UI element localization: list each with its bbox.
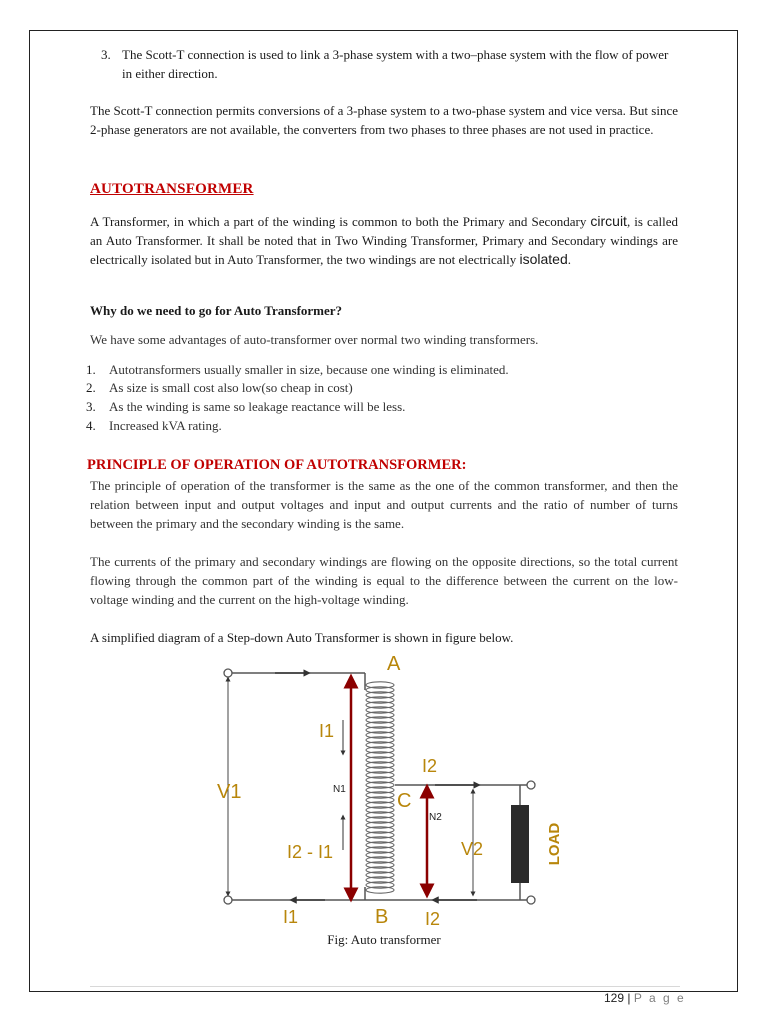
label-v1: V1 xyxy=(217,781,242,803)
heading-autotransformer: AUTOTRANSFORMER xyxy=(90,181,254,197)
paragraph-diagram-intro: A simplified diagram of a Step-down Auto Transformer is shown in figure below. xyxy=(90,630,514,645)
paragraph-principle: The principle of operation of the transformer is the same as the one of the common transformer, and then the relation between input and output voltages and input and output currents and the ratio of number of turns between the primary and the secondary winding is the same. xyxy=(90,478,678,531)
advantages-intro: We have some advantages of auto-transformer over normal two winding transformers. xyxy=(90,332,539,347)
label-n1: N1 xyxy=(333,784,346,795)
list-number: 1. xyxy=(86,362,96,377)
load-label: LOAD xyxy=(546,822,563,866)
list-number: 3. xyxy=(86,399,96,414)
label-v2: V2 xyxy=(461,839,484,859)
heading-principle: PRINCIPLE OF OPERATION OF AUTOTRANSFORMER: xyxy=(87,457,467,473)
label-i1-bottom: I1 xyxy=(283,907,299,927)
list-number: 4. xyxy=(86,418,96,433)
label-c: C xyxy=(397,790,412,812)
label-b: B xyxy=(375,906,389,928)
paragraph-scott-t: The Scott-T connection permits conversions of a 3-phase system to a two-phase system and vice versa. But since 2-phase generators are not available, the converters from two phases to three phases are not used in practice. xyxy=(90,103,678,137)
list-item: Increased kVA rating. xyxy=(109,418,222,433)
page-label: P a g e xyxy=(633,991,686,1005)
page-number-value: 129 xyxy=(604,991,625,1005)
label-i2-right: I2 xyxy=(422,756,438,776)
terminal-c xyxy=(527,781,535,789)
label-i2-minus-i1: I2 - I1 xyxy=(287,842,334,862)
terminal-b xyxy=(224,896,232,904)
list-item: As size is small cost also low(so cheap in cost) xyxy=(109,380,353,395)
list-item: Autotransformers usually smaller in size, because one winding is eliminated. xyxy=(109,362,509,377)
autotransformer-diagram xyxy=(215,645,570,930)
list-item-scott-t: The Scott-T connection is used to link a 3-phase system with a two–phase system with the flow of power in either direction. xyxy=(122,47,669,81)
load-resistor xyxy=(511,805,529,883)
paragraph-definition: A Transformer, in which a part of the winding is common to both the Primary and Secondary circuit, is called an Auto Transformer. It shall be noted that in Two Winding Transformer, Primary and Secondary windings are electrically isolated but in Auto Transformer, the two windings are not electrically isolated. xyxy=(90,213,678,267)
label-i2-bottom: I2 xyxy=(425,909,441,929)
paragraph-currents: The currents of the primary and secondary windings are flowing on the opposite directions, so the total current flowing through the common part of the winding is equal to the difference between the current on the low-voltage winding and the current on the high-voltage winding. xyxy=(90,554,678,607)
label-n2: N2 xyxy=(429,812,442,823)
list-number: 3. xyxy=(101,47,111,62)
terminal-a xyxy=(224,669,232,677)
winding-coil xyxy=(366,682,394,893)
figure-caption: Fig: Auto transformer xyxy=(327,932,441,947)
list-number: 2. xyxy=(86,380,96,395)
label-i1-top: I1 xyxy=(319,721,335,741)
list-item: As the winding is same so leakage reactance will be less. xyxy=(109,399,406,414)
question-heading: Why do we need to go for Auto Transformer? xyxy=(90,303,343,318)
terminal-out xyxy=(527,896,535,904)
footer-divider xyxy=(90,986,680,987)
page-number: 129 | P a g e xyxy=(604,991,686,1005)
label-a: A xyxy=(387,653,401,675)
